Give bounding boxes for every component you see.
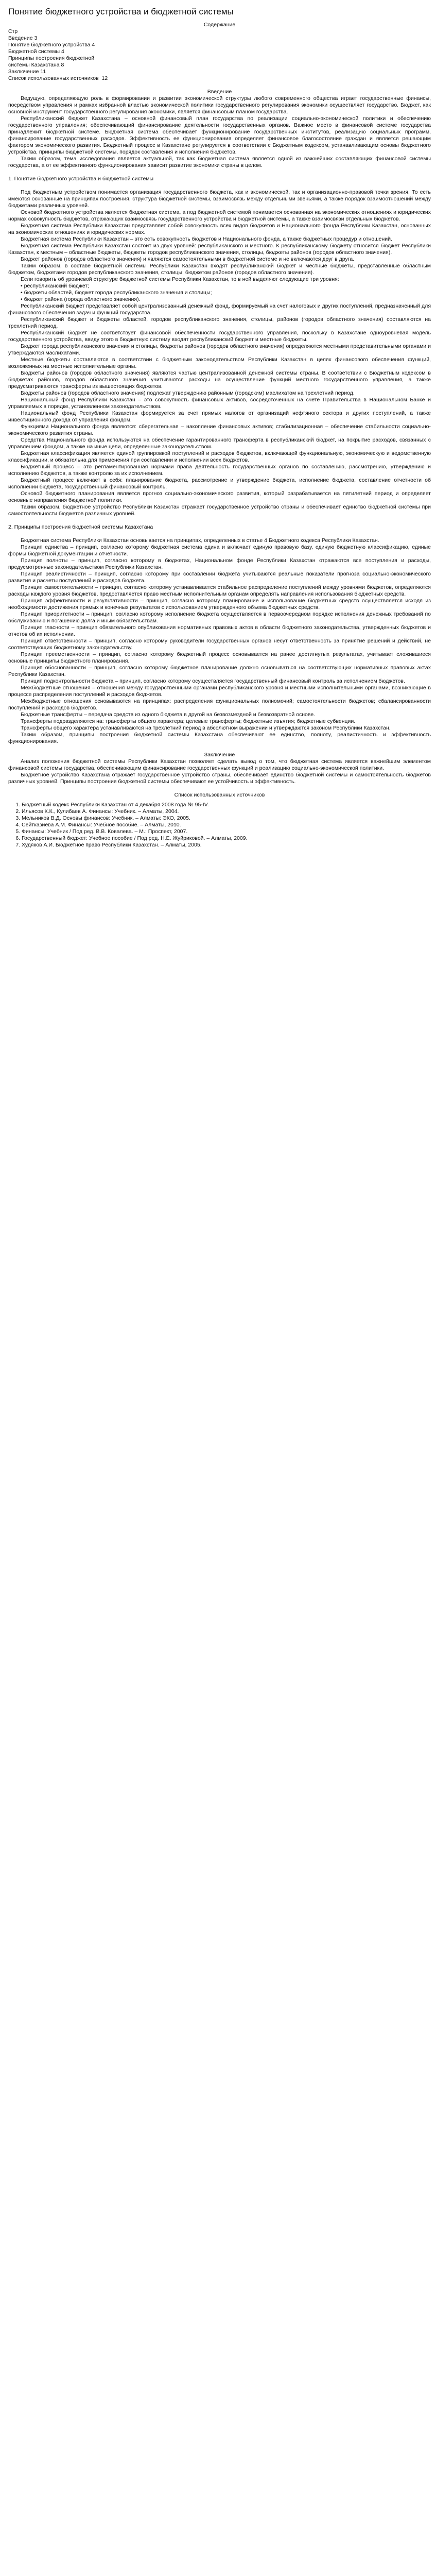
intro-body [8, 95, 431, 169]
reference-item: 7. Худяков А.И. Бюджетное право Республики Казахстан. – Алматы, 2005. [22, 842, 431, 849]
paragraph: Бюджетная классификация является единой группировкой поступлений и расходов бюджетов, включающей функциональную, экономическую и ведомственную классификации, и обязательна для применения при составлении и исполнении всех бюджетов. [8, 450, 431, 463]
reference-item: 6. Государственный бюджет: Учебное пособие / Под ред. Н.Е. Жуйриковой. – Алматы, 2009. [22, 835, 431, 842]
paragraph: Принцип подконтрольности бюджета – принцип, согласно которому осуществляется государственный финансовый контроль за исполнением бюджетов. [21, 678, 405, 684]
paragraph: Бюджетная система Республики Казахстан – это есть совокупность бюджетов и Национального фонда, а также бюджетных процедур и отношений. [21, 236, 392, 242]
toc-item: Бюджетной системы 4 [8, 48, 64, 55]
paragraph: Бюджетный процесс включает в себя: планирование бюджета, рассмотрение и утверждение бюджета, исполнение бюджета, составление отчетности об исполнении бюджета, государственный финансовый контроль. [8, 477, 431, 490]
paragraph: Таким образом, тема исследования является актуальной, так как бюджетная система является одной из важнейших составляющих финансовой системы государства, а от ее эффективного функционирования зависит развитие экономики страны в целом. [8, 156, 431, 168]
paragraph: Бюджеты районов (городов областного значения) подлежат утверждению районным (городским) маслихатом на трехлетний период. [21, 390, 355, 396]
paragraph: Функциями Национального фонда являются: сберегательная – накопление финансовых активов; стабилизационная – обеспечение стабильности социально-экономического развития страны. [8, 423, 431, 436]
paragraph: • республиканский бюджет; [21, 283, 90, 289]
paragraph: Национальный фонд Республики Казахстан – это совокупность финансовых активов, сосредоточенных на счете Правительства в Национальном Банке и управляемых в порядке, установленном законодательством. [8, 397, 431, 410]
paragraph: Принцип преемственности – принцип, согласно которому бюджетный процесс основывается на ранее достигнутых результатах, учитывает сложившиеся основные принципы бюджетного планирования. [8, 651, 431, 664]
paragraph: Принцип гласности – принцип обязательного опубликования нормативных правовых актов в области бюджетного законодательства, утвержденных бюджетов и отчетов об их исполнении. [8, 624, 431, 637]
paragraph: Средства Национального фонда используются на обеспечение гарантированного трансферта в республиканский бюджет, на покрытие расходов, связанных с управлением фондом, а также на иные цели, определенные законодательством. [8, 437, 431, 450]
paragraph: Бюджетная система Республики Казахстан основывается на принципах, определенных в статье 4 Бюджетного кодекса Республики Казахстан. [21, 537, 379, 544]
paragraph: Трансферты подразделяются на: трансферты общего характера; целевые трансферты; бюджетные изъятия; бюджетные субвенции. [21, 718, 356, 724]
paragraph: Таким образом, принципы построения бюджетной системы Казахстана обеспечивают ее единство, полноту, реалистичность и эффективность функционирования. [8, 732, 431, 744]
toc-item: Принципы построения бюджетной [8, 55, 95, 61]
reference-item: 1. Бюджетный кодекс Республики Казахстан от 4 декабря 2008 года № 95-IV. [22, 802, 431, 808]
section1-body [8, 189, 431, 517]
paragraph: Бюджет районов (городов областного значения) и являются самостоятельными в бюджетной системе и не включаются друг в друга. [21, 256, 355, 262]
conclusion-heading: Заключение [204, 752, 235, 758]
paragraph: Бюджетная система Республики Казахстан представляет собой совокупность всех видов бюджетов и Национального фонда Республики Казахстан, основанных на экономических отношениях и юридических нормах. [8, 223, 431, 235]
paragraph: Местные бюджеты составляются в соответствии с бюджетным законодательством Республики Казахстан в целях финансового обеспечения функций, возложенных на местные исполнительные органы. [8, 357, 431, 369]
paragraph: Основой бюджетного устройства является бюджетная система, а под бюджетной системой понимается основанная на экономических отношениях и юридических нормах совокупность бюджетов, отражающих взаимосвязь государственного устройства и бюджетной системы, а также взаимосвязи отдельных бюджетов. [8, 209, 431, 222]
toc-heading: Содержание [203, 22, 236, 28]
paragraph: Принцип полноты – принцип, согласно которому в бюджетах, Национальном фонде Республики Казахстан отражаются все поступления и расходы, предусмотренные законодательством Республики Казахстан. [8, 557, 431, 570]
document-page [0, 6, 436, 2576]
paragraph: Принцип эффективности и результативности – принцип, согласно которому планирование и использование бюджетных средств осуществляется исходя из необходимости достижения прямых и конечных результатов с использованием утвержденного объема бюджетных средств. [8, 598, 431, 611]
conclusion-body [8, 758, 431, 785]
paragraph: Принцип ответственности – принцип, согласно которому руководители государственных органов несут ответственность за принятие решений и действий, не соответствующих бюджетному законодательству. [8, 638, 431, 651]
table-of-contents [8, 28, 431, 82]
toc-item: Стр [8, 28, 18, 35]
references-list [8, 802, 431, 849]
paragraph: Республиканский бюджет представляет собой централизованный денежный фонд, формируемый на счет налоговых и других поступлений, предназначенный для финансового обеспечения задач и функций государства. [8, 303, 431, 316]
paragraph: Бюджетные трансферты – передача средств из одного бюджета в другой на безвозмездной и безвозвратной основе. [21, 711, 316, 718]
paragraph: Таким образом, в составе бюджетной системы Республики Казахстан входят республиканский бюджет и местные бюджеты, представленные областным бюджетом, бюджетами городов республиканского значения, столицы; бюджетом районов (городов областного значения). [8, 263, 431, 276]
paragraph: Под бюджетным устройством понимается организация государственного бюджета, как и экономической, так и организационно-правовой точки зрения. То есть имеются основанные на принципах построения, структура бюджетной системы, взаимосвязь между отдельными звеньями, а также порядок взаимоотношений между бюджетами различных уровней. [8, 189, 431, 209]
paragraph: Если говорить об уровневой структуре бюджетной системы Республики Казахстан, то в ней выделяют следующие три уровня: [21, 276, 339, 282]
paragraph: Бюджет города республиканского значения и столицы, бюджеты районов (городов областного значения) определяются местными представительными органами и утверждаются маслихатами. [8, 343, 431, 356]
references-heading: Список использованных источников [174, 792, 265, 798]
reference-item: 2. Ильясов К.К., Кулибаев А. Финансы: Учебник. – Алматы, 2004. [22, 808, 431, 815]
toc-item: Введение 3 [8, 35, 38, 41]
section1-heading: 1. Понятие бюджетного устройства и бюджетной системы [8, 176, 154, 182]
document-title: Понятие бюджетного устройства и бюджетной системы [8, 7, 234, 16]
toc-item: Список использованных источников 12 [8, 75, 108, 81]
paragraph: Трансферты общего характера устанавливаются на трехлетний период в абсолютном выражении и утверждаются законом Республики Казахстан. [21, 725, 391, 731]
section2-heading: 2. Принципы построения бюджетной системы Казахстана [8, 524, 153, 530]
paragraph: Бюджетная система Республики Казахстан состоит из двух уровней: республиканского и местного. К республиканскому бюджету относится бюджет Республики Казахстан, к местным – областные бюджеты, бюджеты городов республиканского значения, столицы, бюджеты районов (городов областного значения). [8, 243, 431, 256]
reference-item: 4. Сейтказиева А.М. Финансы: Учебное пособие. – Алматы, 2010. [22, 822, 431, 828]
paragraph: Бюджетное устройство Казахстана отражает государственное устройство страны, обеспечивает единство бюджетной системы и самостоятельность бюджетов различных уровней. Принципы построения бюджетной системы обеспечивают ее устойчивость и эффективность. [8, 772, 431, 785]
paragraph: • бюджет района (города областного значения). [21, 296, 141, 302]
toc-item: системы Казахстана 8 [8, 62, 64, 68]
reference-item: 5. Финансы: Учебник / Под ред. В.В. Ковалева. – М.: Проспект, 2007. [22, 828, 431, 835]
paragraph: Межбюджетные отношения основываются на принципах: распределения функциональных полномочий; самостоятельности бюджетов; сбалансированности поступлений и расходов бюджетов. [8, 698, 431, 711]
paragraph: Принцип самостоятельности – принцип, согласно которому устанавливается стабильное распределение поступлений между уровнями бюджетов, определяются расходы каждого уровня бюджетов, предоставляется право местным исполнительным органам определять направления использования бюджетных средств. [8, 584, 431, 597]
paragraph: Основой бюджетного планирования является прогноз социально-экономического развития, который разрабатывается на пятилетний период и определяет основные направления бюджетной политики. [8, 490, 431, 503]
paragraph: Принцип обоснованности – принцип, согласно которому бюджетное планирование должно основываться на соответствующих нормативных правовых актах Республики Казахстан. [8, 665, 431, 677]
paragraph: Принцип единства – принцип, согласно которому бюджетная система едина и включает единую правовую базу, единую бюджетную классификацию, единые формы бюджетной документации и отчетности. [8, 544, 431, 557]
toc-item: Заключение 11 [8, 69, 46, 75]
paragraph: • бюджеты областей, бюджет города республиканского значения и столицы; [21, 290, 212, 296]
paragraph: Бюджетный процесс – это регламентированная нормами права деятельность государственных органов по составлению, рассмотрению, утверждению и исполнению бюджетов, а также контролю за их исполнением. [8, 464, 431, 477]
toc-item: Понятие бюджетного устройства 4 [8, 42, 95, 48]
paragraph: Ведущую, определяющую роль в формировании и развитии экономической структуры любого современного общества играет государственные финансы, посредством управления и рамках избранной властью экономической политики государственного регулирования экономики осуществляет государство. Бюджет, как основной инструмент государственного регулирования экономики, является финансовым планом государства. [8, 95, 431, 115]
section2-body [8, 537, 431, 745]
paragraph: Принцип реалистичности – принцип, согласно которому при составлении бюджета учитываются реальные показатели прогноза социально-экономического развития и расчеты поступлений и расходов бюджета. [8, 571, 431, 584]
paragraph: Анализ положения бюджетной системы Республики Казахстан позволяет сделать вывод о том, что бюджетная система является важнейшим элементом финансовой системы государства, обеспечивающим финансирование государственных функций и реализацию социально-экономической политики. [8, 758, 431, 771]
paragraph: Республиканский бюджет не соответствует финансовой обеспеченности государственного управления, поскольку в Казахстане одноуровневая модель государственного устройства, ввиду этого в бюджетную систему входят республиканский бюджет и местные бюджеты. [8, 330, 431, 343]
paragraph: Национальный фонд Республики Казахстан формируется за счет прямых налогов от организаций нефтяного сектора и других поступлений, а также инвестиционного дохода от управления фондом. [8, 410, 431, 423]
paragraph: Таким образом, бюджетное устройство Республики Казахстан отражает государственное устройство страны и обеспечивает единство бюджетной системы при самостоятельности бюджетов различных уровней. [8, 504, 431, 517]
paragraph: Бюджеты районов (городов областного значения) являются частью централизованной денежной системы страны. В соответствии с Бюджетным кодексом в бюджетах районов, городов областного значения учитываются расходы на осуществление функций местного государственного управления, а также предусматриваются трансферты из вышестоящих бюджетов. [8, 370, 431, 389]
paragraph: Республиканский бюджет Казахстана – основной финансовый план государства по реализации социально-экономической политики и обеспечению государственного управления; обеспечивающий финансирование деятельности государственных органов. Важное место в финансовой системе государства принадлежит бюджетной системе. Бюджетная система обеспечивает функционирование государственных институтов, реализацию социальных программ, финансирование государственных расходов. Эффективность ее функционирования определяет финансовое благосостояние граждан и является решающим фактором экономического развития. Бюджетный процесс в Казахстане регулируется в соответствии с Бюджетным кодексом, устанавливающим основы бюджетного устройства, принципы бюджетной системы, порядок составления и исполнения бюджетов. [8, 115, 431, 155]
paragraph: Межбюджетные отношения – отношения между государственными органами республиканского уровня и местными исполнительными органами, возникающие в процессе распределения поступлений и расходов бюджетов. [8, 685, 431, 698]
intro-heading: Введение [207, 89, 232, 95]
paragraph: Принцип приоритетности – принцип, согласно которому исполнение бюджета осуществляется в первоочередном порядке исполнения денежных требований по обслуживанию и погашению долга и иным обязательствам. [8, 611, 431, 624]
reference-item: 3. Мельников В.Д. Основы финансов: Учебник. – Алматы: ЭКО, 2005. [22, 815, 431, 822]
paragraph: Республиканский бюджет и бюджеты областей, городов республиканского значения, столицы, районов (городов областного значения) составляются на трехлетний период. [8, 316, 431, 329]
